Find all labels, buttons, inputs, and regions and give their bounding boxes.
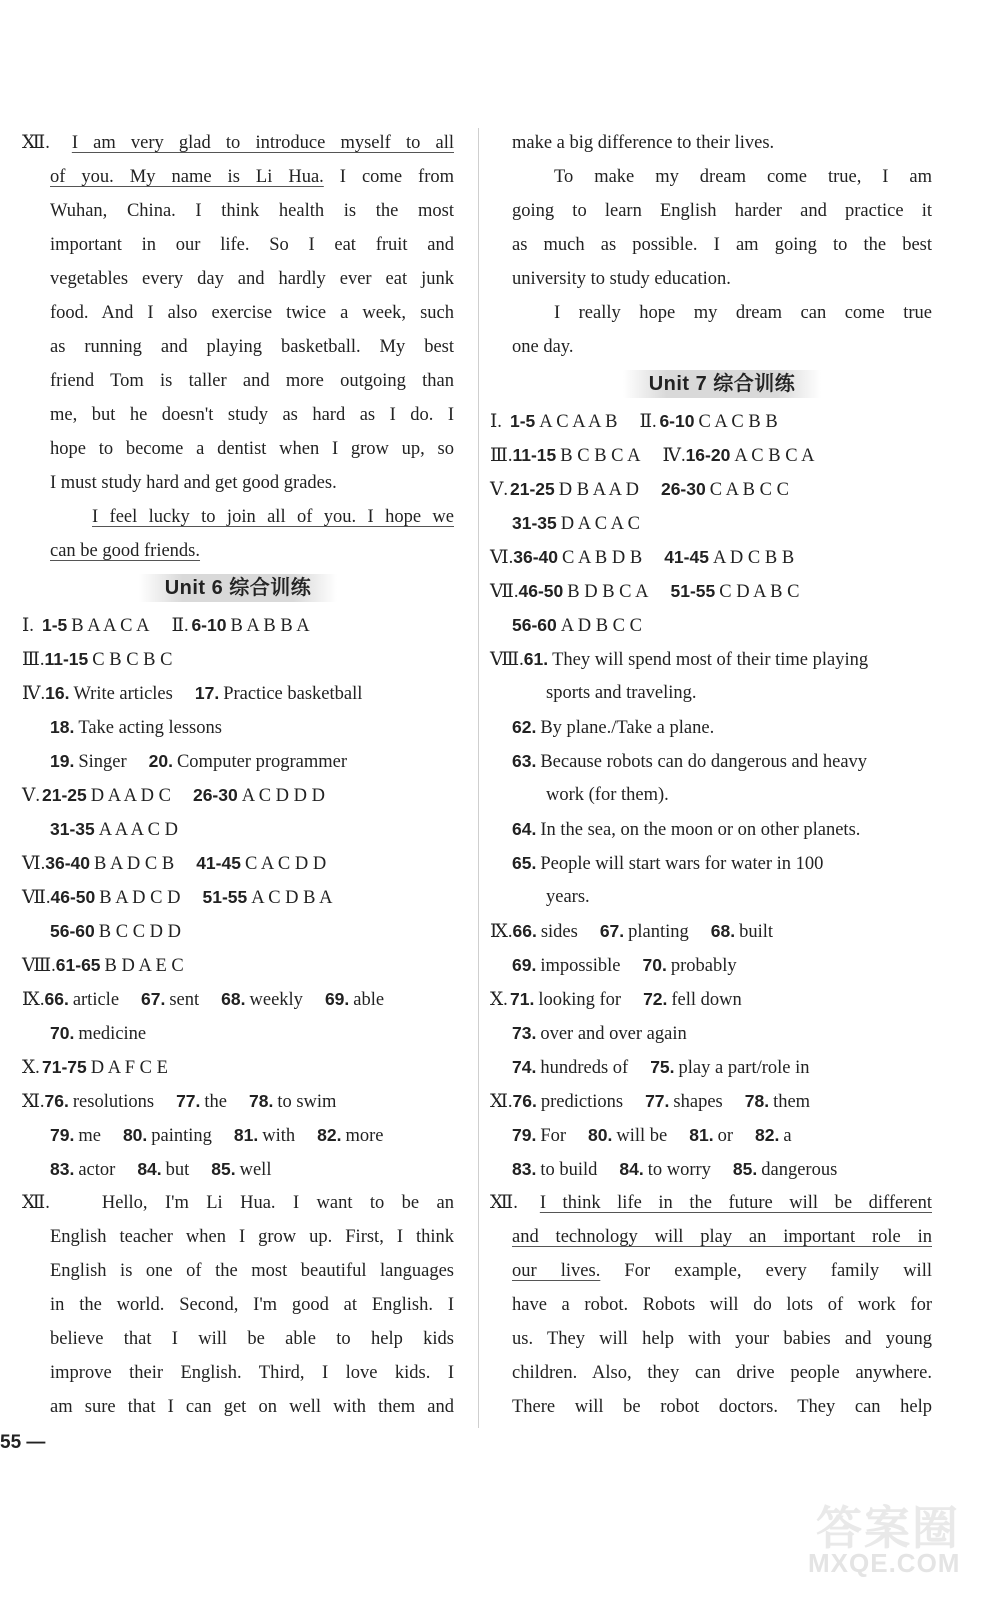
answer-row: 70. medicine xyxy=(50,1023,147,1044)
essay-line: have a robot. Robots will do lots of work for xyxy=(512,1295,932,1315)
essay-line: English is one of the most beautiful languages xyxy=(50,1261,454,1281)
answer-row-8: Ⅷ.61. They will spend most of their time playing xyxy=(490,649,869,670)
essay-line: in the world. Second, I'm good at English. I xyxy=(50,1295,454,1315)
essay-cont-line: I really hope my dream can come true xyxy=(554,303,932,323)
essay-line: and technology will play an important role in xyxy=(512,1227,932,1247)
essay-cont-line: one day. xyxy=(512,337,574,357)
answer-row-5: Ⅴ. 21-25 D A A D C 26-30 A C D D D xyxy=(22,785,325,806)
essay-12-line: of you. My name is Li Hua. I come from xyxy=(50,167,454,187)
answer-row: 73. over and over again xyxy=(512,1023,687,1044)
answer-row: 18. Take acting lessons xyxy=(50,717,222,738)
answer-row-4: Ⅳ.16. Write articles 17. Practice basketball xyxy=(22,683,363,704)
answer-row: sports and traveling. xyxy=(546,683,697,703)
essay-12-line: Wuhan, China. I think health is the most xyxy=(50,201,454,221)
essay-12-line: hope to become a dentist when I grow up, so xyxy=(50,439,454,459)
answer-row: 65. People will start wars for water in 100 xyxy=(512,853,824,874)
essay-line: us. They will help with your babies and young xyxy=(512,1329,932,1349)
essay-cont-line: make a big difference to their lives. xyxy=(512,133,775,153)
page-number: 55 — xyxy=(0,1432,46,1453)
answer-row-1: Ⅰ. 1-5 B A A C A Ⅱ. 6-10 B A B B A xyxy=(22,615,310,636)
answer-row: 19. Singer 20. Computer programmer xyxy=(50,751,348,772)
essay-cont-line: To make my dream come true, I am xyxy=(554,167,932,187)
answer-row-7: Ⅶ.46-50 B D B C A 51-55 C D A B C xyxy=(490,581,800,602)
essay-line: improve their English. Third, I love kids. I xyxy=(50,1363,454,1383)
essay-12-line: important in our life. So I eat fruit and xyxy=(50,235,454,255)
essay-line: Ⅻ. Hello, I'm Li Hua. I want to be an xyxy=(22,1193,454,1213)
essay-12-line: can be good friends. xyxy=(50,541,201,561)
watermark-logo: 答案圈 xyxy=(816,1501,960,1555)
essay-line: believe that I will be able to help kids xyxy=(50,1329,454,1349)
answer-row-3: Ⅲ.11-15 C B C B C xyxy=(22,649,173,670)
answer-row: work (for them). xyxy=(546,785,669,805)
answer-row-7: Ⅶ.46-50 B A D C D 51-55 A C D B A xyxy=(22,887,333,908)
answer-row-3: Ⅲ.11-15 B C B C A Ⅳ.16-20 A C B C A xyxy=(490,445,815,466)
essay-line: English teacher when I grow up. First, I think xyxy=(50,1227,454,1247)
essay-line: There will be robot doctors. They can help xyxy=(512,1397,932,1417)
essay-12-line: Ⅻ. I am very glad to introduce myself to all xyxy=(22,133,454,153)
answer-row-10: Ⅹ. 71-75 D A F C E xyxy=(22,1057,168,1078)
answer-row: 79. me 80. painting 81. with 82. more xyxy=(50,1125,384,1146)
essay-line: children. Also, they can drive people anywhere. xyxy=(512,1363,932,1383)
essay-12-line: friend Tom is taller and more outgoing than xyxy=(50,371,454,391)
left-column xyxy=(22,126,454,1424)
answer-row-10: Ⅹ. 71. looking for 72. fell down xyxy=(490,989,742,1010)
answer-row-1: Ⅰ. 1-5 A C A A B Ⅱ. 6-10 C A C B B xyxy=(490,411,778,432)
essay-cont-line: university to study education. xyxy=(512,269,731,289)
answer-row-5: Ⅴ. 21-25 D B A A D 26-30 C A B C C xyxy=(490,479,789,500)
answer-row-9: Ⅸ.66. article 67. sent 68. weekly 69. able xyxy=(22,989,385,1010)
answer-row: 31-35 A A A C D xyxy=(50,819,178,840)
column-divider xyxy=(478,128,479,1428)
answer-row-6: Ⅵ.36-40 B A D C B 41-45 C A C D D xyxy=(22,853,327,874)
answer-row-8: Ⅷ.61-65 B D A E C xyxy=(22,955,184,976)
watermark-url: MXQE.COM xyxy=(808,1548,961,1578)
essay-line: am sure that I can get on well with them and xyxy=(50,1397,454,1417)
answer-row: 69. impossible 70. probably xyxy=(512,955,737,976)
essay-12-line: food. And I also exercise twice a week, such xyxy=(50,303,454,323)
essay-12-line: I feel lucky to join all of you. I hope we xyxy=(92,507,454,527)
unit-7-heading: Unit 7 综合训练 xyxy=(512,364,932,404)
right-column xyxy=(490,126,932,1424)
answer-row: 83. actor 84. but 85. well xyxy=(50,1159,272,1180)
answer-row: 63. Because robots can do dangerous and heavy xyxy=(512,751,868,772)
answer-row: 56-60 B C C D D xyxy=(50,921,182,942)
essay-12-line: as running and playing basketball. My best xyxy=(50,337,454,357)
answer-row-6: Ⅵ.36-40 C A B D B 41-45 A D C B B xyxy=(490,547,795,568)
answer-row: years. xyxy=(546,887,590,907)
essay-line: our lives. For example, every family will xyxy=(512,1261,932,1281)
essay-12-line: I must study hard and get good grades. xyxy=(50,473,337,493)
answer-row: 79. For 80. will be 81. or 82. a xyxy=(512,1125,792,1146)
answer-row: 83. to build 84. to worry 85. dangerous xyxy=(512,1159,838,1180)
essay-12-line: me, but he doesn't study as hard as I do. I xyxy=(50,405,454,425)
answer-row-9: Ⅸ.66. sides 67. planting 68. built xyxy=(490,921,774,942)
answer-row-11: Ⅺ.76. predictions 77. shapes 78. them xyxy=(490,1091,811,1112)
answer-row-11: Ⅺ.76. resolutions 77. the 78. to swim xyxy=(22,1091,337,1112)
answer-row: 64. In the sea, on the moon or on other planets. xyxy=(512,819,861,840)
unit-6-heading: Unit 6 综合训练 xyxy=(22,568,454,608)
essay-cont-line: as much as possible. I am going to the best xyxy=(512,235,932,255)
essay-12-line: vegetables every day and hardly ever eat junk xyxy=(50,269,454,289)
answer-row: 74. hundreds of 75. play a part/role in xyxy=(512,1057,810,1078)
answer-row: 31-35 D A C A C xyxy=(512,513,640,534)
essay-line: Ⅻ. I think life in the future will be different xyxy=(490,1193,932,1213)
answer-row: 62. By plane./Take a plane. xyxy=(512,717,715,738)
essay-cont-line: going to learn English harder and practice it xyxy=(512,201,932,221)
answer-row: 56-60 A D B C C xyxy=(512,615,642,636)
